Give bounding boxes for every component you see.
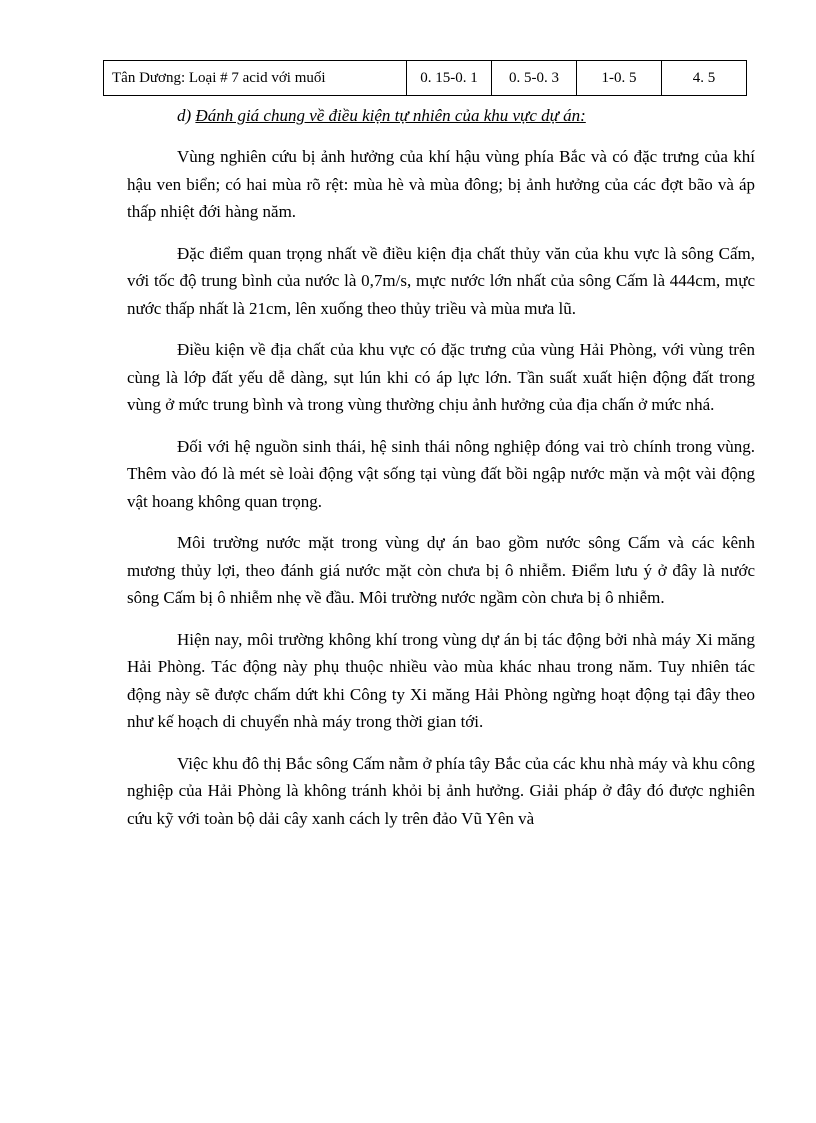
section-heading — [177, 106, 586, 126]
table-cell-value: 0. 15-0. 1 — [407, 61, 492, 96]
paragraph: Đặc điểm quan trọng nhất về điều kiện địa chất thủy văn của khu vực là sông Cấm, với tốc độ trung bình của nước là 0,7m/s, mực nước lớn nhất của sông Cấm là 444cm, mực nước thấp nhất là 21cm, lên xuống theo thủy triều và mùa mưa lũ. — [127, 243, 755, 318]
table-cell-label: Tân Dương: Loại # 7 acid với muối — [104, 61, 407, 96]
section-heading-prefix: d) — [177, 106, 196, 125]
paragraph: Đối với hệ nguồn sinh thái, hệ sinh thái nông nghiệp đóng vai trò chính trong vùng. Thêm vào đó là mét sè loài động vật sống tại vùng đất bồi ngập nước mặn và một vài động vật hoang không quan trọng. — [127, 436, 755, 511]
body-text — [127, 143, 755, 846]
table-cell-value: 1-0. 5 — [577, 61, 662, 96]
paragraph: Điều kiện về địa chất của khu vực có đặc trưng của vùng Hải Phòng, với vùng trên cùng là lớp đất yếu dễ dàng, sụt lún khi có áp lực lớn. Tần suất xuất hiện động đất trong vùng ở mức trung bình và trong vùng thường chịu ảnh hưởng của địa chấn ở mức nhá. — [127, 340, 755, 414]
table-cell-value: 0. 5-0. 3 — [492, 61, 577, 96]
paragraph: Hiện nay, môi trường không khí trong vùng dự án bị tác động bởi nhà máy Xi măng Hải Phòng. Tác động này phụ thuộc nhiều vào mùa khác nhau trong năm. Tuy nhiên tác động này sẽ được chấm dứt khi Công ty Xi măng Hải Phòng ngừng hoạt động tại đây theo như kế hoạch di chuyển nhà máy trong thời gian tới. — [127, 629, 755, 731]
paragraph: Môi trường nước mặt trong vùng dự án bao gồm nước sông Cấm và các kênh mương thủy lợi, theo đánh giá nước mặt còn chưa bị ô nhiễm. Điểm lưu ý ở đây là nước sông Cấm bị ô nhiễm nhẹ về đầu. Môi trường nước ngầm còn chưa bị ô nhiễm. — [127, 533, 755, 607]
table-row — [104, 61, 747, 96]
data-table — [103, 60, 747, 96]
table-cell-value: 4. 5 — [662, 61, 747, 96]
section-heading-text: Đánh giá chung về điều kiện tự nhiên của khu vực dự án: — [195, 106, 586, 125]
paragraph: Vùng nghiên cứu bị ảnh hưởng của khí hậu vùng phía Bắc và có đặc trưng của khí hậu ven biển; có hai mùa rõ rệt: mùa hè và mùa đông; bị ảnh hưởng của các đợt bão và áp thấp nhiệt đới hàng năm. — [127, 147, 755, 221]
paragraph: Việc khu đô thị Bắc sông Cấm nằm ở phía tây Bắc của các khu nhà máy và khu công nghiệp của Hải Phòng là không tránh khỏi bị ảnh hưởng. Giải pháp ở đây đó được nghiên cứu kỹ với toàn bộ dải cây xanh cách ly trên đảo Vũ Yên và — [127, 753, 755, 828]
